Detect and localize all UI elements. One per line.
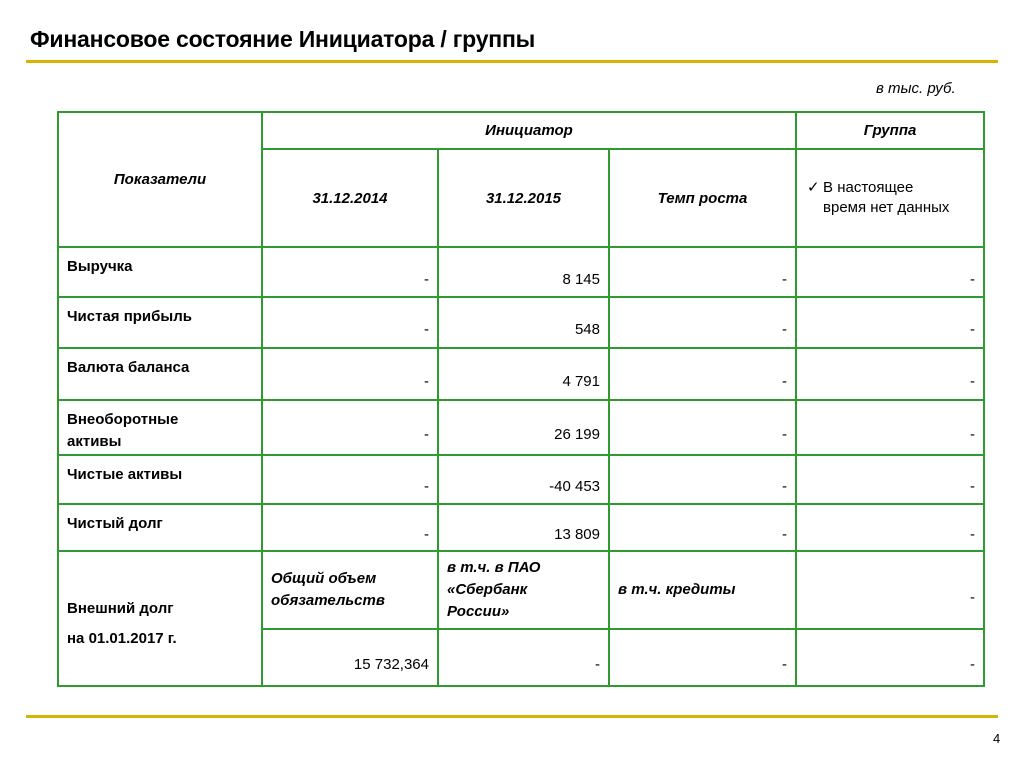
header-initiator: Инициатор — [262, 112, 796, 149]
value-group: - — [796, 247, 984, 297]
sberbank-header — [438, 551, 609, 629]
sberbank-value: - — [438, 629, 609, 686]
value-growth: - — [609, 504, 796, 551]
group-external-top: - — [796, 551, 984, 629]
value-group: - — [796, 297, 984, 348]
sberbank-line2: «Сбербанк — [447, 581, 528, 598]
group-external-value: - — [796, 629, 984, 686]
page-number: 4 — [993, 731, 1001, 746]
value-2014: - — [262, 400, 438, 455]
value-growth: - — [609, 297, 796, 348]
table-row — [58, 455, 984, 504]
value-2014: - — [262, 348, 438, 400]
sberbank-line1: в т.ч. в ПАО — [447, 559, 541, 576]
value-2015: -40 453 — [438, 455, 609, 504]
group-note-line2: время нет данных — [823, 199, 950, 216]
table-row — [58, 400, 984, 455]
total-liabilities-value: 15 732,364 — [262, 629, 438, 686]
row-label-line2: активы — [67, 433, 122, 450]
row-label-line1: Внеоборотные — [67, 411, 179, 428]
header-indicators: Показатели — [58, 112, 262, 247]
total-liabilities-header — [262, 551, 438, 629]
value-growth: - — [609, 348, 796, 400]
header-growth: Темп роста — [609, 149, 796, 247]
total-liabilities-line2: обязательств — [271, 592, 385, 609]
total-liabilities-line1: Общий объем — [271, 570, 377, 587]
value-group: - — [796, 504, 984, 551]
sberbank-line3: России» — [447, 603, 510, 620]
row-label: Валюта баланса — [58, 348, 262, 400]
value-2015: 26 199 — [438, 400, 609, 455]
external-debt-label — [58, 551, 262, 686]
value-2014: - — [262, 247, 438, 297]
value-2015: 4 791 — [438, 348, 609, 400]
external-debt-label-line1: Внешний долг — [67, 599, 174, 617]
value-2015: 8 145 — [438, 247, 609, 297]
value-2014: - — [262, 504, 438, 551]
header-group: Группа — [796, 112, 984, 149]
value-2014: - — [262, 297, 438, 348]
financial-table — [57, 111, 985, 687]
external-debt-row-header — [58, 551, 984, 629]
value-2015: 548 — [438, 297, 609, 348]
value-growth: - — [609, 247, 796, 297]
table-row — [58, 247, 984, 297]
header-date-2015: 31.12.2015 — [438, 149, 609, 247]
row-label: Чистые активы — [58, 455, 262, 504]
value-growth: - — [609, 455, 796, 504]
table-row — [58, 297, 984, 348]
top-divider — [26, 60, 998, 63]
group-no-data-note — [796, 149, 984, 247]
value-group: - — [796, 348, 984, 400]
credits-header: в т.ч. кредиты — [609, 551, 796, 629]
row-label — [58, 400, 262, 455]
value-group: - — [796, 400, 984, 455]
value-group: - — [796, 455, 984, 504]
header-date-2014: 31.12.2014 — [262, 149, 438, 247]
row-label: Выручка — [58, 247, 262, 297]
units-note: в тыс. руб. — [876, 80, 956, 97]
table-row — [58, 348, 984, 400]
group-note-line1: В настоящее — [823, 179, 914, 196]
value-2014: - — [262, 455, 438, 504]
table-row — [58, 504, 984, 551]
external-debt-label-line2: на 01.01.2017 г. — [67, 629, 177, 647]
slide-title: Финансовое состояние Инициатора / группы — [30, 26, 536, 52]
row-label: Чистый долг — [58, 504, 262, 551]
row-label: Чистая прибыль — [58, 297, 262, 348]
check-icon: ✓ — [807, 179, 820, 196]
value-2015: 13 809 — [438, 504, 609, 551]
bottom-divider — [26, 715, 998, 718]
value-growth: - — [609, 400, 796, 455]
credits-value: - — [609, 629, 796, 686]
